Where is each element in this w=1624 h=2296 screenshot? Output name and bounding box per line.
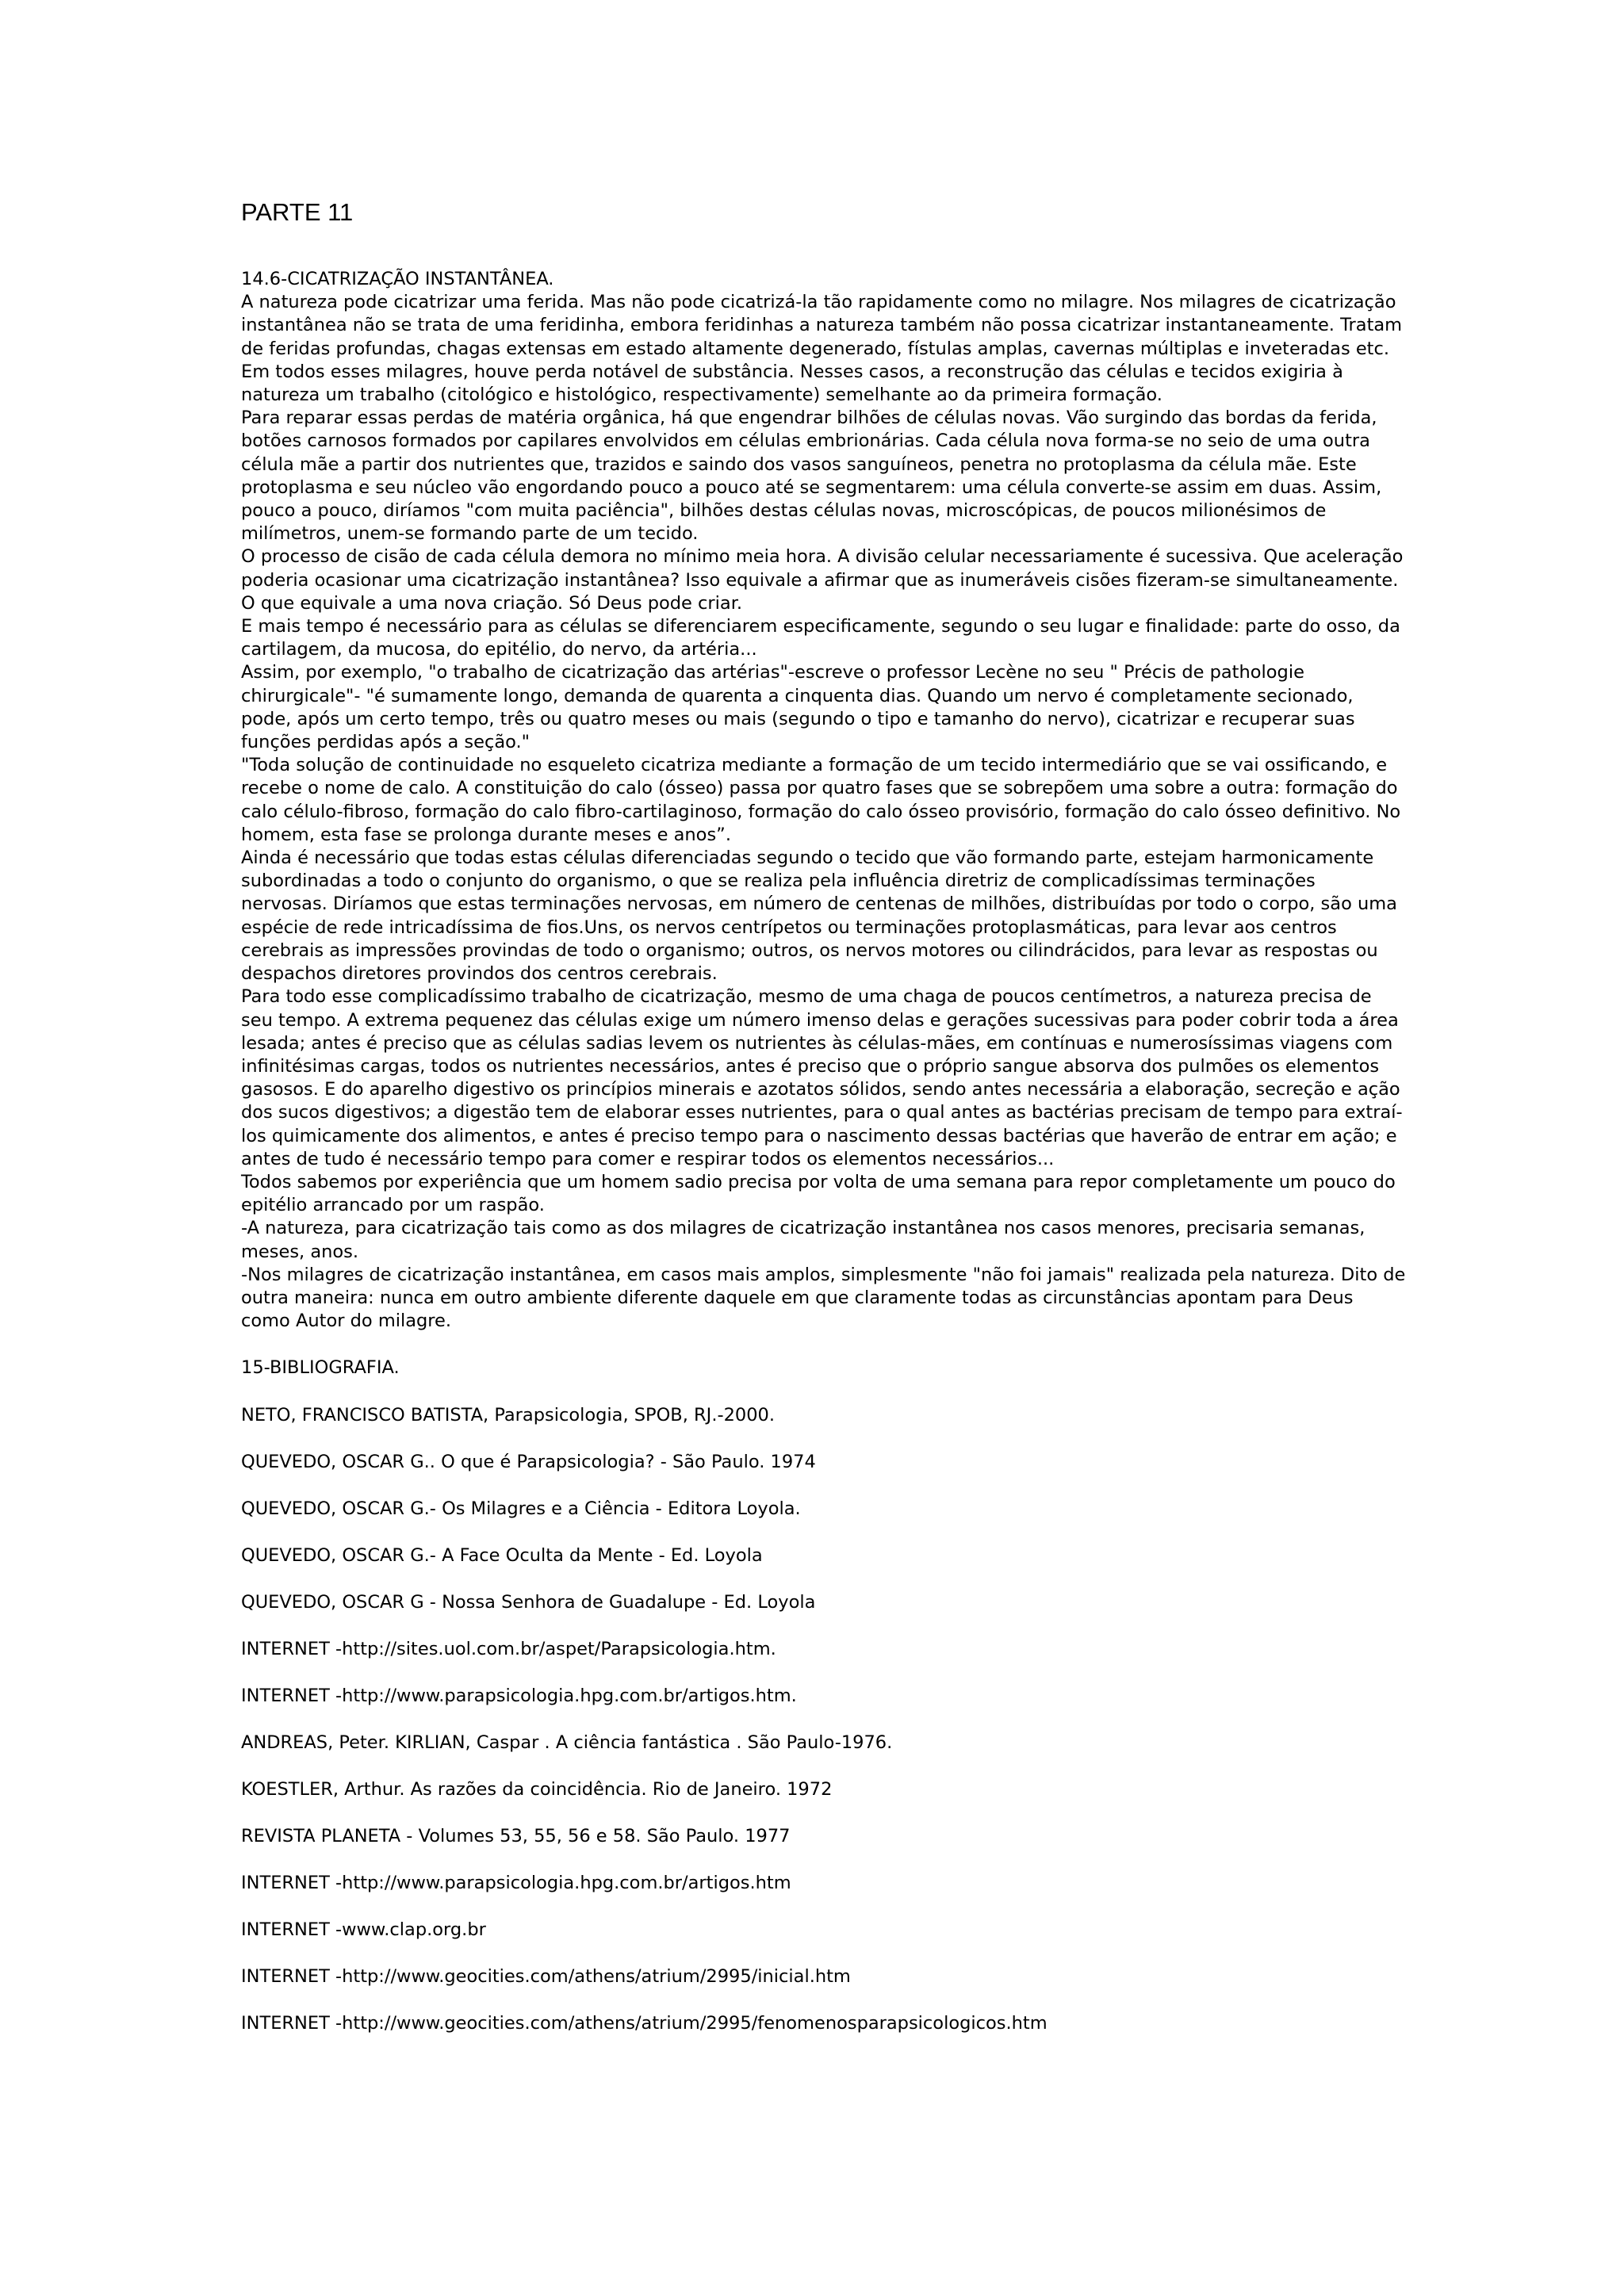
bibliography-entry: INTERNET -http://sites.uol.com.br/aspet/Parapsicologia.htm. [241,1638,776,1659]
bibliography-entry: NETO, FRANCISCO BATISTA, Parapsicologia, SPOB, RJ.-2000. [241,1404,776,1425]
bibliography-entry: KOESTLER, Arthur. As razões da coincidência. Rio de Janeiro. 1972 [241,1778,833,1800]
bibliography-entry: QUEVEDO, OSCAR G.. O que é Parapsicologia? - São Paulo. 1974 [241,1451,816,1472]
document-page [241,197,1407,2059]
section-heading: 14.6-CICATRIZAÇÃO INSTANTÂNEA. [241,269,554,289]
paragraph: -A natureza, para cicatrização tais como as dos milagres de cicatrização instantânea nos casos menores, precisaria semanas, meses, anos. [241,1218,1365,1262]
bibliography-entry: INTERNET -http://www.geocities.com/athens/atrium/2995/fenomenosparapsicologicos.htm [241,2012,1048,2034]
bibliography-entry: QUEVEDO, OSCAR G.- A Face Oculta da Mente - Ed. Loyola [241,1544,763,1566]
bibliography-entry: INTERNET -http://www.parapsicologia.hpg.com.br/artigos.htm. [241,1685,797,1706]
paragraph: A natureza pode cicatrizar uma ferida. Mas não pode cicatrizá-la tão rapidamente como no milagre. Nos milagres de cicatrização instantânea não se trata de uma feridinha, embora feridinhas a natureza também não possa cicatrizar instantaneamente. Tratam de feridas profundas, chagas extensas em estado altamente degenerado, fístulas amplas, cavernas múltiplas e inveteradas etc. Em todos esses milagres, houve perda notável de substância. Nesses casos, a reconstrução das células e tecidos exigiria à natureza um trabalho (citológico e histológico, respectivamente) semelhante ao da primeira formação. [241,292,1403,406]
paragraph: Assim, por exemplo, "o trabalho de cicatrização das artérias"-escreve o professor Lecène no seu " Précis de pathologie chirurgicale"- "é sumamente longo, demanda de quarenta a cinquenta dias. Quando um nervo é completamente secionado, pode, após um certo tempo, três ou quatro meses ou mais (segundo o tipo e tamanho do nervo), cicatrizar e recuperar suas funções perdidas após a seção." [241,662,1355,753]
paragraph: Para todo esse complicadíssimo trabalho de cicatrização, mesmo de uma chaga de poucos centímetros, a natureza precisa de seu tempo. A extrema pequenez das células exige um número imenso delas e gerações sucessivas para poder cobrir toda a área lesada; antes é preciso que as células sadias levem os nutrientes às células-mães, em contínuas e numerosíssimas viagens com infinitésimas cargas, todos os nutrientes necessários, antes é preciso que o próprio sangue absorva dos pulmões os elementos gasosos. E do aparelho digestivo os princípios minerais e azotatos sólidos, sendo antes necessária a elaboração, secreção e ação dos sucos digestivos; a digestão tem de elaborar esses nutrientes, para o qual antes as bactérias precisam de tempo para extraí-los quimicamente dos alimentos, e antes é preciso tempo para o nascimento dessas bactérias que haverão de entrar em ação; e antes de tudo é necessário tempo para comer e respirar todos os elementos necessários... [241,986,1403,1169]
bibliography-entry: QUEVEDO, OSCAR G.- Os Milagres e a Ciência - Editora Loyola. [241,1498,801,1519]
bibliography-entry: INTERNET -www.clap.org.br [241,1919,486,1940]
bibliography-entry: ANDREAS, Peter. KIRLIAN, Caspar . A ciência fantástica . São Paulo-1976. [241,1732,893,1753]
bibliography-heading: 15-BIBLIOGRAFIA. [241,1357,400,1379]
paragraph: Todos sabemos por experiência que um homem sadio precisa por volta de uma semana para repor completamente um pouco do epitélio arrancado por um raspão. [241,1171,1396,1216]
bibliography-list [241,1404,1407,2035]
paragraph: Para reparar essas perdas de matéria orgânica, há que engendrar bilhões de células novas. Vão surgindo das bordas da ferida, botões carnosos formados por capilares envolvidos em células embrionárias. Cada célula nova forma-se no seio de uma outra célula mãe a partir dos nutrientes que, trazidos e saindo dos vasos sanguíneos, penetra no protoplasma da célula mãe. Este protoplasma e seu núcleo vão engordando pouco a pouco até se segmentarem: uma célula converte-se assim em duas. Assim, pouco a pouco, diríamos "com muita paciência", bilhões destas células novas, microscópicas, de poucos milionésimos de milímetros, unem-se formando parte de um tecido. [241,408,1382,545]
section-body [241,291,1407,1333]
paragraph: E mais tempo é necessário para as células se diferenciarem especificamente, segundo o seu lugar e finalidade: parte do osso, da cartilagem, da mucosa, do epitélio, do nervo, da artéria... [241,616,1400,660]
bibliography-entry: REVISTA PLANETA - Volumes 53, 55, 56 e 58. São Paulo. 1977 [241,1825,791,1846]
paragraph: O processo de cisão de cada célula demora no mínimo meia hora. A divisão celular necessariamente é sucessiva. Que aceleração poderia ocasionar uma cicatrização instantânea? Isso equivale a afirmar que as inumeráveis cisões fizeram-se simultaneamente. O que equivale a uma nova criação. Só Deus pode criar. [241,546,1404,614]
paragraph: -Nos milagres de cicatrização instantânea, em casos mais amplos, simplesmente "não foi jamais" realizada pela natureza. Dito de outra maneira: nunca em outro ambiente diferente daquele em que claramente todas as circunstâncias apontam para Deus como Autor do milagre. [241,1264,1406,1332]
paragraph: "Toda solução de continuidade no esqueleto cicatriza mediante a formação de um tecido intermediário que se vai ossificando, e recebe o nome de calo. A constituição do calo (ósseo) passa por quatro fases que se sobrepõem uma sobre a outra: formação do calo célulo-fibroso, formação do calo fibro-cartilaginoso, formação do calo ósseo provisório, formação do calo ósseo definitivo. No homem, esta fase se prolonga durante meses e anos”. [241,755,1401,845]
bibliography-entry: INTERNET -http://www.parapsicologia.hpg.com.br/artigos.htm [241,1872,791,1893]
bibliography-entry: QUEVEDO, OSCAR G - Nossa Senhora de Guadalupe - Ed. Loyola [241,1591,816,1613]
paragraph: Ainda é necessário que todas estas células diferenciadas segundo o tecido que vão formando parte, estejam harmonicamente subordinadas a todo o conjunto do organismo, o que se realiza pela influência diretriz de complicadíssimas terminações nervosas. Diríamos que estas terminações nervosas, em número de centenas de milhões, distribuídas por todo o corpo, são uma espécie de rede intricadíssima de fios.Uns, os nervos centrípetos ou terminações protoplasmáticas, para levar aos centros cerebrais as impressões provindas de todo o organismo; outros, os nervos motores ou cilindrácidos, para levar as respostas ou despachos diretores provindos dos centros cerebrais. [241,848,1397,985]
part-title: PARTE 11 [241,198,354,226]
bibliography-entry: INTERNET -http://www.geocities.com/athens/atrium/2995/inicial.htm [241,1965,851,1987]
